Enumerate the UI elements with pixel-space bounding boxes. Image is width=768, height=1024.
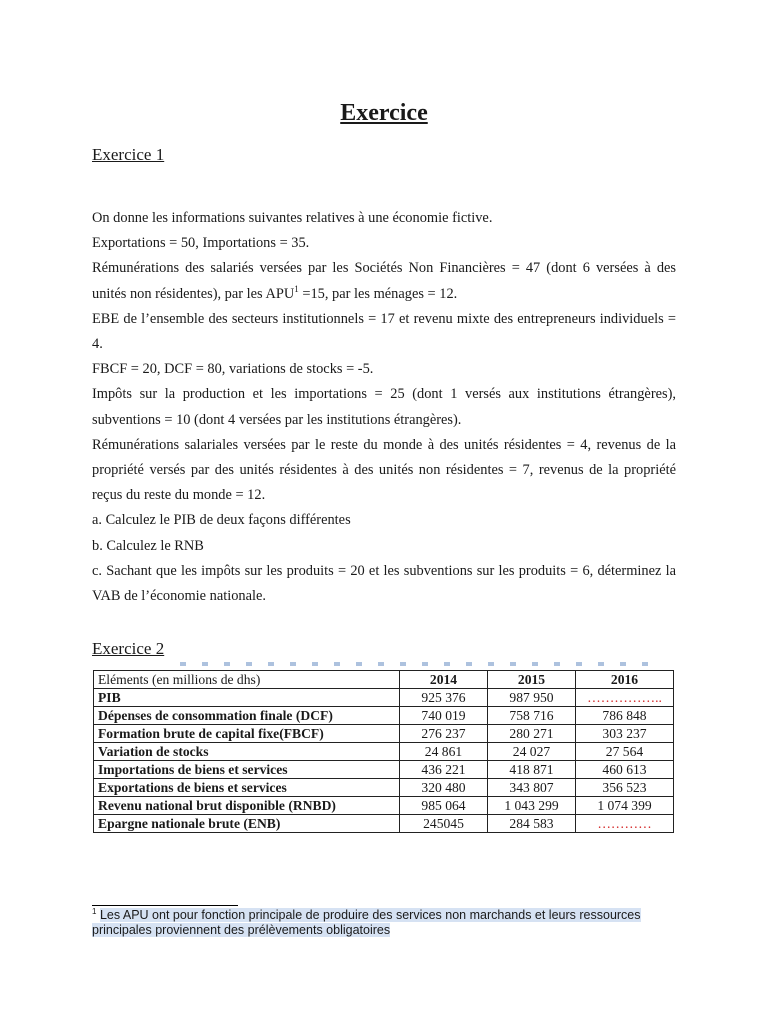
table-row	[94, 815, 674, 833]
cell-2014: 436 221	[400, 761, 488, 779]
economic-data-table	[93, 670, 674, 833]
row-label: Formation brute de capital fixe(FBCF)	[94, 725, 400, 743]
cell-2015: 343 807	[488, 779, 576, 797]
cell-2014: 985 064	[400, 797, 488, 815]
cell-2016: 460 613	[576, 761, 674, 779]
column-header-2014: 2014	[400, 671, 488, 689]
cell-2016: 786 848	[576, 707, 674, 725]
cell-2014: 245045	[400, 815, 488, 833]
cell-2015: 418 871	[488, 761, 576, 779]
column-header-2016: 2016	[576, 671, 674, 689]
cell-2015: 280 271	[488, 725, 576, 743]
table-row	[94, 725, 674, 743]
exercise-2-heading: Exercice 2	[92, 639, 165, 658]
row-label: PIB	[94, 689, 400, 707]
cell-2015: 758 716	[488, 707, 576, 725]
footnote-text: Les APU ont pour fonction principale de produire des services non marchands et leurs ressources principales proviennent des prélèvements obligatoires	[92, 908, 641, 937]
cell-2014: 24 861	[400, 743, 488, 761]
remuneration-text: Rémunérations des salariés versées par les Sociétés Non Financières = 47 (dont 6 versées à des unités non résidentes), par les APU	[92, 260, 676, 302]
question-a: a. Calculez le PIB de deux façons différentes	[92, 512, 351, 529]
cell-2015: 284 583	[488, 815, 576, 833]
table-row	[94, 779, 674, 797]
exercise-1-body	[92, 206, 676, 609]
cell-2014: 740 019	[400, 707, 488, 725]
intro-paragraph: On donne les informations suivantes relatives à une économie fictive.	[92, 210, 493, 226]
table-row	[94, 761, 674, 779]
question-c: c. Sachant que les impôts sur les produits = 20 et les subventions sur les produits = 6, déterminez la VAB de l’économie nationale.	[92, 562, 676, 605]
cell-2014: 320 480	[400, 779, 488, 797]
footnote-reference: 1	[294, 283, 299, 294]
row-label: Epargne nationale brute (ENB)	[94, 815, 400, 833]
cell-2016: 27 564	[576, 743, 674, 761]
trade-paragraph: Exportations = 50, Importations = 35.	[92, 235, 310, 252]
row-label: Variation de stocks	[94, 743, 400, 761]
cell-2014: 276 237	[400, 725, 488, 743]
row-label: Revenu national brut disponible (RNBD)	[94, 797, 400, 815]
table-row	[94, 689, 674, 707]
column-header-elements: Eléments (en millions de dhs)	[94, 671, 400, 689]
table-row	[94, 707, 674, 725]
table-row	[94, 797, 674, 815]
page-title: Exercice	[340, 100, 428, 126]
cell-2014: 925 376	[400, 689, 488, 707]
column-header-2015: 2015	[488, 671, 576, 689]
cell-2016-blank: …………	[576, 815, 674, 833]
cell-2016-blank: ……………..	[576, 689, 674, 707]
footnote	[92, 908, 676, 938]
remuneration-paragraph	[92, 256, 676, 306]
footnote-separator	[92, 905, 238, 906]
cell-2015: 987 950	[488, 689, 576, 707]
rest-of-world-paragraph: Rémunérations salariales versées par le reste du monde à des unités résidentes = 4, revenus de la propriété versés par des unités résidentes à des unités non résidentes = 7, revenus de la propriété reçus du reste du monde = 12.	[92, 436, 676, 504]
row-label: Exportations de biens et services	[94, 779, 400, 797]
cell-2015: 24 027	[488, 743, 576, 761]
table-header-row	[94, 671, 674, 689]
cell-2015: 1 043 299	[488, 797, 576, 815]
taxes-paragraph: Impôts sur la production et les importations = 25 (dont 1 versés aux institutions étrangères), subventions = 10 (dont 4 versées par les institutions étrangères).	[92, 386, 676, 428]
cell-2016: 1 074 399	[576, 797, 674, 815]
row-label: Dépenses de consommation finale (DCF)	[94, 707, 400, 725]
fbcf-paragraph: FBCF = 20, DCF = 80, variations de stocks = -5.	[92, 361, 374, 378]
cell-2016: 356 523	[576, 779, 674, 797]
remuneration-text-end: =15, par les ménages = 12.	[298, 285, 458, 302]
cell-2016: 303 237	[576, 725, 674, 743]
exercise-1-heading: Exercice 1	[92, 145, 165, 164]
ebe-paragraph: EBE de l’ensemble des secteurs institutionnels = 17 et revenu mixte des entrepreneurs individuels = 4.	[92, 310, 676, 353]
row-label: Importations de biens et services	[94, 761, 400, 779]
scan-artifact-line	[180, 662, 650, 666]
question-b: b. Calculez le RNB	[92, 537, 204, 554]
footnote-mark: 1	[92, 906, 97, 916]
table-row	[94, 743, 674, 761]
